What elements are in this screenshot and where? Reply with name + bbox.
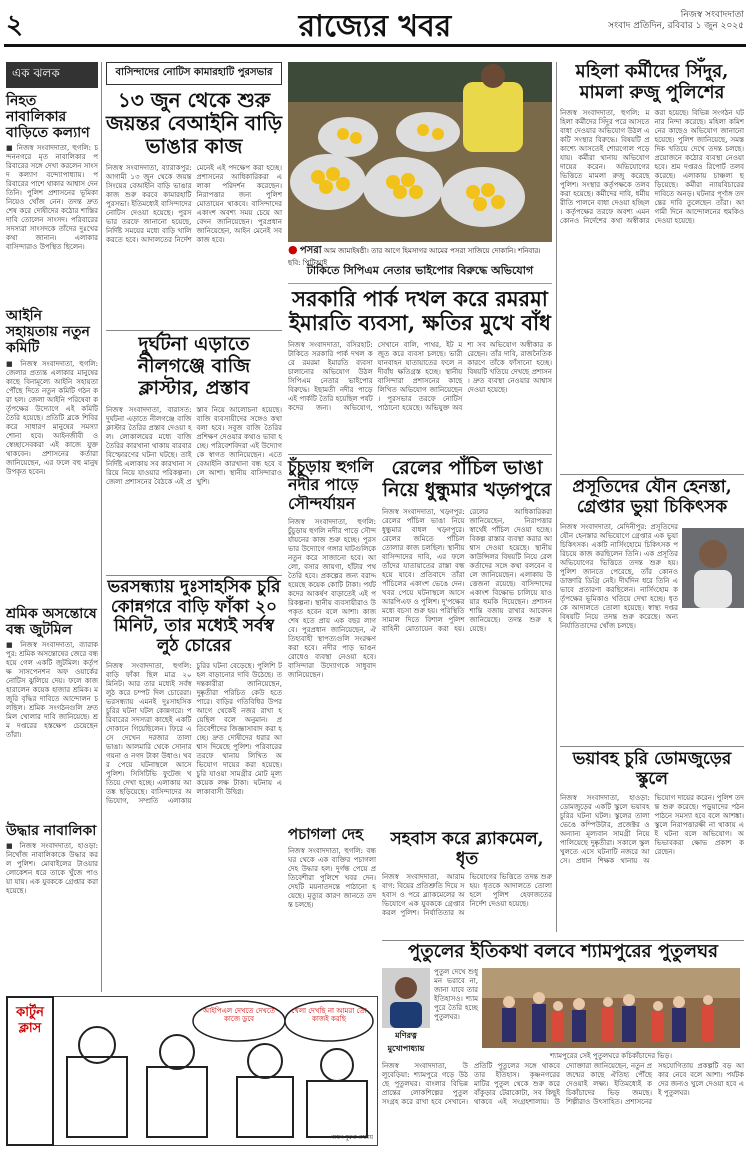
brief-body: ■ নিজস্ব সংবাদদাতা, হাওড়া: নিখোঁজ নাবালিকাকে উদ্ধার করল পুলিশ। মোবাইলের টাওয়ার লোকেশন ধরে তাকে খুঁজে পাওয়া যায়। এক যুবককে গ্রেপ্তার করা হয়েছে। bbox=[6, 841, 98, 895]
story-demolition bbox=[106, 62, 282, 327]
column-tag: এক ঝলক bbox=[6, 62, 98, 88]
story-body: নিজস্ব সংবাদদাতা, হুগলি: বাড়ি ফাঁকা ছিল মাত্র ২০ মিনিট। আর তার মধ্যেই সর্বস্ব লুঠ করে চম্পট দিল চোরেরা। ভরসন্ধ্যায় এমনই দুঃসাহসিক চুরির ঘটনা ঘটল কোন্নগরে। পরিবারের সদস্যরা কাছেই একটি দোকানে গিয়েছিলেন। ফিরে এসে দেখেন দরজার তালা ভাঙা। আলমারি থেকে সোনার গয়না ও নগদ টাকা উধাও। খবর পেয়ে ঘটনাস্থলে আসে পুলিশ। সিসিটিভি ফুটেজ খতিয়ে দেখা হচ্ছে। এলাকায় আতঙ্ক ছড়িয়েছে। বাসিন্দাদের অভিযোগ, সম্প্রতি এলাকায় চুরির ঘটনা বেড়েছে। পুলিশি টহল বাড়ানোর দাবি উঠেছে। তদন্তকারীরা জানিয়েছেন, দুষ্কৃতীরা পরিচিত কেউ হতে পারে। বাড়ির গতিবিধির উপর আগে থেকেই নজর রাখা হয়েছিল বলে অনুমান। প্রতিবেশীদের জিজ্ঞাসাবাদ করা হচ্ছে। দ্রুত দোষীদের ধরার আশ্বাস দিয়েছে পুলিশ। পরিবারের তরফে থানায় লিখিত অভিযোগ দায়ের করা হয়েছে। চুরি যাওয়া সামগ্রীর মোট মূল্য কয়েক লক্ষ টাকা। ঘটনায় এলাকাবাসী উদ্বিগ্ন। bbox=[106, 662, 282, 806]
caption-text: আম জামাইষষ্ঠী। তার আগে হিমসাগর আমের পসরা সাজিয়ে দোকানি। শনিবার। ছবি: পিটিআই bbox=[288, 247, 541, 267]
story-park-encroach bbox=[288, 262, 552, 452]
header-info bbox=[608, 10, 744, 32]
brief-body: ■ নিজস্ব সংবাদদাতা, ব্যারাকপুর: শ্রমিক অসন্তোষের জেরে বন্ধ হয়ে গেল একটি জুটমিল। কর্তৃপক্ষ সাসপেনশন অফ ওয়ার্কের নোটিস ঝুলিয়ে দেয়। ফলে কাজ হারালেন কয়েক হাজার শ্রমিক। মজুরি বৃদ্ধির দাবিতে আন্দোলন চলছিল। শ্রমিক সংগঠনগুলি দ্রুত মিল খোলার দাবি জানিয়েছে। শ্রম দপ্তরের হস্তক্ষেপ চেয়েছেন তাঁরা। bbox=[6, 640, 98, 739]
story-headline: সহবাস করে ব্ল্যাকমেল, ধৃত bbox=[390, 829, 544, 869]
header-info-line: নিজস্ব সংবাদদাতা bbox=[680, 10, 744, 20]
cartoon-strip bbox=[6, 996, 378, 1146]
story-headline: রেলের পাঁচিল ভাঙা নিয়ে ধুন্ধুমার খড়্গপুরে bbox=[382, 457, 552, 501]
story-divider bbox=[106, 575, 282, 576]
suspect-photo bbox=[682, 528, 744, 608]
story-doll-house bbox=[382, 942, 744, 1142]
brief-headline: উদ্ধার নাবালিকা bbox=[6, 822, 97, 839]
brief-headline: আইনি সহায়তায় নতুন কমিটি bbox=[6, 308, 90, 357]
header-info-line: সংবাদ প্রতিদিন, রবিবার ১ জুন ২০২৫ bbox=[608, 21, 744, 31]
story-divider bbox=[560, 474, 744, 475]
reporter-photo bbox=[382, 968, 430, 1028]
story-headline: সরকারি পার্ক দখল করে রমরমা ইমারতি ব্যবসা, ক্ষতির মুখে বাঁধ bbox=[289, 286, 551, 336]
story-headline: প্রসূতিদের যৌন হেনস্তা, গ্রেপ্তার ভুয়া চিকিৎসক bbox=[572, 477, 732, 517]
story-headline: চুঁচুড়ায় হুগলি নদীর পাড়ে সৌন্দর্যায়ন bbox=[288, 457, 374, 513]
story-headline: ভরসন্ধ্যায় দুঃসাহসিক চুরি কোন্নগরে বাড়ি ফাঁকা ২০ মিনিট, তার মধ্যেই সর্বস্ব লুঠ চোরের bbox=[107, 577, 281, 656]
section-title: রাজ্যের খবর bbox=[298, 9, 452, 44]
story-burglary bbox=[106, 578, 282, 988]
story-divider bbox=[560, 746, 744, 747]
story-body: নিজস্ব সংবাদদাতা, মেদিনীপুর: প্রসূতিদের যৌন হেনস্তার অভিযোগে গ্রেপ্তার এক ভুয়া চিকিৎসক। একটি নার্সিংহোমে চিকিৎসক পরিচয়ে কাজ করছিলেন তিনি। এক প্রসূতির অভিযোগের ভিত্তিতে তদন্ত শুরু হয়। পুলিশ জানতে পেরেছে, তাঁর কোনও ডাক্তারি ডিগ্রি নেই। দীর্ঘদিন ধরে তিনি এভাবে প্রতারণা করছিলেন। নার্সিংহোম কর্তৃপক্ষের ভূমিকাও খতিয়ে দেখা হচ্ছে। ধৃতকে আদালতে তোলা হয়েছে। স্বাস্থ্য দপ্তর বিষয়টি নিয়ে তদন্ত শুরু করেছে। অন্য নির্যাতিতাদের খোঁজ চলছে। bbox=[560, 523, 678, 631]
story-sindoor bbox=[560, 62, 744, 472]
story-headline: পচাগলা দেহ bbox=[288, 825, 364, 843]
cartoon-bubble-right: খেলা দেখছি না আমরা তো কাজই করছি bbox=[291, 1007, 367, 1023]
story-intro: পুতুল দেখে শুধু মন ভরাবে না, জানা যাবে তার ইতিহাসও। শ্যামপুরে তৈরি হচ্ছে পুতুলঘর। bbox=[434, 968, 478, 1021]
brief-body: ■ নিজস্ব সংবাদদাতা, হুগলি: জেলার প্রত্যন্ত এলাকার মানুষের কাছে বিনামূল্যে আইনি সহায়তা পৌঁছে দিতে নতুন কমিটি গঠন করা হল। জেলা আইনি পরিষেবা কর্তৃপক্ষের উদ্যোগে এই কমিটি তৈরি হয়েছে। প্রতিটি ব্লকে শিবির করে সাধারণ মানুষের সমস্যা শোনা হবে। আইনজীবী ও স্বেচ্ছাসেবকরা এই কাজে যুক্ত থাকবেন। প্রশাসনের কর্তারা জানিয়েছেন, এর ফলে বহু মানুষ উপকৃত হবেন। bbox=[6, 359, 98, 476]
story-headline: ভয়াবহ চুরি ডোমজুড়ের স্কুলে bbox=[572, 749, 732, 789]
cartoon-label: কার্টুন ক্লাস bbox=[16, 1005, 44, 1036]
story-body: নিজস্ব সংবাদদাতা, বারাসত: দুর্ঘটনা এড়াতে নীলগঞ্জে বাজি ক্লাস্টার তৈরির প্রস্তাব দেওয়া হল। লোকালয়ের মধ্যে বাজি তৈরির কারখানা থাকায় বারবার বিস্ফোরণের ঘটনা ঘটছে। তাই নির্দিষ্ট এলাকায় সব কারখানা সরিয়ে নিয়ে যাওয়ার পরিকল্পনা। জেলা প্রশাসনের বৈঠকে এই প্রস্তাব নিয়ে আলোচনা হয়েছে। বাজি ব্যবসায়ীদের সঙ্গেও কথা বলা হবে। সবুজ বাজি তৈরির প্রশিক্ষণ দেওয়ার কথাও ভাবা হচ্ছে। পরিবেশবিদরা এই উদ্যোগকে স্বাগত জানিয়েছেন। এতে বেআইনি কারখানা বন্ধ হবে বলে আশা। স্থানীয় বাসিন্দারাও খুশি। bbox=[106, 405, 282, 486]
mango-photo bbox=[288, 62, 552, 242]
caption-tag: পসরা bbox=[299, 245, 322, 256]
story-body: নিজস্ব সংবাদদাতা, হুগলি: বন্ধ ঘর থেকে এক ব্যক্তির পচাগলা দেহ উদ্ধার হল। দুর্গন্ধ পেয়ে প্রতিবেশীরা পুলিশে খবর দেন। দেহটি ময়নাতদন্তে পাঠানো হয়েছে। মৃত্যুর কারণ জানতে তদন্ত চলছে। bbox=[288, 847, 376, 910]
column-divider bbox=[101, 62, 102, 992]
cartoon-bubble-left: আইপিএল দেখতে দেখতে কাজে ডুবে bbox=[203, 1007, 275, 1023]
doll-house-photo bbox=[482, 968, 740, 1048]
brief-headline: শ্রমিক অসন্তোষে বন্ধ জুটমিল bbox=[6, 605, 97, 638]
story-body: নিজস্ব সংবাদদাতা, খড়্গপুর: রেলের পাঁচিল ভাঙা নিয়ে ধুন্ধুমার বাধল খড়্গপুরে। রেলের জমিতে পাঁচিল তোলার কাজ চলছিল। স্থানীয় বাসিন্দাদের দাবি, এর ফলে তাঁদের যাতায়াতের রাস্তা বন্ধ হয়ে যাবে। প্রতিবাদে তাঁরা পাঁচিলের একাংশ ভেঙে দেন। খবর পেয়ে ঘটনাস্থলে আসে আরপিএফ ও পুলিশ। দু'পক্ষের মধ্যে বচসা শুরু হয়। পরিস্থিতি সামাল দিতে বিশাল পুলিশবাহিনী মোতায়েন করা হয়। রেলের আধিকারিকরা জানিয়েছেন, নিরাপত্তার স্বার্থেই পাঁচিল দেওয়া হচ্ছে। বিকল্প রাস্তার ব্যবস্থা করার আশ্বাস দেওয়া হয়েছে। স্থানীয় কাউন্সিলর বিষয়টি নিয়ে রেলকর্তাদের সঙ্গে কথা বলবেন বলে জানিয়েছেন। এলাকায় উত্তেজনা রয়েছে। বাসিন্দাদের একাংশ বিক্ষোভ চালিয়ে যাওয়ার হুমকি দিয়েছেন। প্রশাসন শান্তি বজায় রাখার আবেদন জানিয়েছে। তদন্ত শুরু হয়েছে। bbox=[382, 507, 552, 633]
story-fake-doctor bbox=[560, 478, 744, 744]
page-number: ২ bbox=[6, 10, 23, 40]
column-divider bbox=[556, 62, 557, 932]
brief-headline: নিহত নাবালিকার বাড়িতে কল্যাণ bbox=[6, 93, 90, 142]
brief-body: ■ নিজস্ব সংবাদদাতা, হুগলি: চন্দননগরে মৃত নাবালিকার পরিবারের সঙ্গে দেখা করলেন সাংসদ কল্যাণ বন্দ্যোপাধ্যায়। পরিবারের পাশে থাকার আশ্বাস দেন তিনি। পুলিশ প্রশাসনের ভূমিকা নিয়েও খোঁজ নেন। তদন্ত দ্রুত শেষ করে দোষীদের কঠোর শাস্তির দাবি তোলেন সাংসদ। পরিবারের সদস্যরা সাংসদকে তাঁদের দুঃখের কথা জানান। এলাকার বাসিন্দারাও উপস্থিত ছিলেন। bbox=[6, 144, 98, 252]
story-rail-wall bbox=[382, 458, 552, 828]
story-school-theft bbox=[560, 750, 744, 936]
story-body: নিজস্ব সংবাদদাতা, হুগলি: মহিলা কর্মীদের সিঁদুর পরে আসতে বাধা দেওয়ার অভিযোগ উঠল একটি সংস্থার বিরুদ্ধে। বিষয়টি প্রকাশ্যে আসতেই শোরগোল পড়ে যায়। কর্মীরা থানায় অভিযোগ দায়ের করেন। অভিযোগের ভিত্তিতে মামলা রুজু করেছে পুলিশ। সংস্থার কর্তৃপক্ষকে তলব করা হয়েছে। কর্মীদের দাবি, ধর্মীয় রীতি পালনে বাধা দেওয়া হচ্ছিল। কর্তৃপক্ষের তরফে অবশ্য এমন কোনও নির্দেশের কথা অস্বীকার করা হয়েছে। বিভিন্ন সংগঠন ঘটনার নিন্দা করেছে। মহিলা কমিশনের কাছেও অভিযোগ জানানো হয়েছে। পুলিশ জানিয়েছে, সমস্ত দিক খতিয়ে দেখে তদন্ত চলছে। প্রয়োজনে কঠোর ব্যবস্থা নেওয়া হবে। শ্রম দপ্তরও রিপোর্ট তলব করেছে। এলাকায় চাঞ্চল্য ছড়িয়েছে। কর্মীরা ন্যায়বিচারের দাবিতে অনড়। ঘটনার পূর্ণাঙ্গ তদন্তের দাবি তুলেছেন তাঁরা। আগামী দিনে আন্দোলনের হুমকিও দেওয়া হয়েছে। bbox=[560, 109, 744, 226]
story-body: নিজস্ব সংবাদদাতা, আরামবাগ: বিয়ের প্রতিশ্রুতি দিয়ে সহবাস ও পরে ব্ল্যাকমেলের অভিযোগে এক যুবককে গ্রেপ্তার করল পুলিশ। নির্যাতিতার অভিযোগের ভিত্তিতে তদন্ত শুরু হয়। ধৃতকে আদালতে তোলা হলে পুলিশ হেফাজতের নির্দেশ দেওয়া হয়েছে। bbox=[382, 873, 552, 918]
story-blackmail bbox=[382, 830, 552, 940]
story-body-found bbox=[288, 826, 376, 946]
left-column bbox=[6, 62, 98, 992]
header-rule bbox=[4, 44, 746, 47]
story-body: নিজস্ব সংবাদদাতা, বসিরহাট: টাকিতে সরকারি পার্ক দখল করে রমরমা ইমারতি ব্যবসা চালানোর অভিযোগ উঠল সিপিএম নেতার ভাইপোর বিরুদ্ধে। ইছামতী নদীর পাড়ে এই পার্কটি তৈরি হয়েছিল পর্যটকদের জন্য। অভিযোগ, সেখানে বালি, পাথর, ইট মজুত করে ব্যবসা চলছে। ভারী যানবাহন যাতায়াতের ফলে নদীবাঁধ ক্ষতিগ্রস্ত হচ্ছে। স্থানীয় বাসিন্দারা প্রশাসনের কাছে লিখিত অভিযোগ জানিয়েছেন। পুরসভার তরফে নোটিস পাঠানো হয়েছে। অভিযুক্ত অবশ্য সব অভিযোগ অস্বীকার করেছেন। তাঁর দাবি, রাজনৈতিক কারণে তাঁকে ফাঁসানো হচ্ছে। বিষয়টি খতিয়ে দেখছে প্রশাসন। দ্রুত ব্যবস্থা নেওয়ার আশ্বাস দেওয়া হয়েছে। bbox=[288, 341, 552, 413]
reporter-name: মণিরত্ন মুখোপাধ্যায় bbox=[387, 1030, 425, 1053]
story-firecracker bbox=[106, 334, 282, 572]
story-body: নিজস্ব সংবাদদাতা, উলুবেড়িয়া: শ্যামপুরে গড়ে উঠছে পুতুলঘর। বাংলার বিভিন্ন প্রান্তের লোকশিল্পের পুতুল সংগ্রহ করে রাখা হবে সেখানে। প্রতিটি পুতুলের সঙ্গে থাকবে তার ইতিহাস। কৃষ্ণনগরের মাটির পুতুল থেকে শুরু করে বাঁকুড়ার টেরাকোটা, সব কিছুই থাকবে এই সংগ্রহশালায়। উদ্যোক্তারা জানিয়েছেন, নতুন প্রজন্মের কাছে ঐতিহ্য পৌঁছে দেওয়াই লক্ষ্য। ইতিমধ্যেই কচিকাঁচাদের ভিড় জমছে। শিল্পীরাও উৎসাহিত। প্রশাসনের সহযোগিতায় প্রকল্পটি বড় আকার নেবে বলে আশা। পর্যটকদের জন্যও খুলে দেওয়া হবে এই পুতুলঘর। bbox=[382, 1062, 744, 1106]
bullet-icon: ● bbox=[288, 243, 298, 256]
story-headline: দুর্ঘটনা এড়াতে নীলগঞ্জে বাজি ক্লাস্টার, প্রস্তাব bbox=[137, 333, 251, 399]
story-divider bbox=[288, 454, 552, 455]
photo-caption: শ্যামপুরের সেই পুতুলঘরে কচিকাঁচাদের ভিড়। bbox=[549, 1052, 673, 1060]
cartoon-credit: অয়ন মুখোপাধ্যায় bbox=[331, 1134, 373, 1141]
story-body: নিজস্ব সংবাদদাতা, হাওড়া: ডোমজুড়ের একটি স্কুলে ভয়াবহ চুরির ঘটনা ঘটল। স্কুলের তালা ভেঙে কম্পিউটার, প্রজেক্টর ও অন্যান্য মূল্যবান সামগ্রী নিয়ে পালিয়েছে দুষ্কৃতীরা। সকালে স্কুল খুলতে এসে ঘটনাটি নজরে আসে। প্রধান শিক্ষক থানায় অভিযোগ দায়ের করেন। পুলিশ তদন্ত শুরু করেছে। পড়ুয়াদের পঠনপাঠনে সমস্যা হবে বলে আশঙ্কা। স্কুলে নিরাপত্তারক্ষী না থাকায় এই ঘটনা বলে অভিযোগ। অভিভাবকরা ক্ষোভ প্রকাশ করেছেন। bbox=[560, 794, 744, 866]
story-headline: ১৩ জুন থেকে শুরু জয়ন্তর বেআইনি বাড়ি ভাঙার কাজ bbox=[106, 88, 282, 158]
story-body: নিজস্ব সংবাদদাতা, ব্যারাকপুর: আগামী ১৩ জুন থেকে জয়ন্ত সিংয়ের বেআইনি বাড়ি ভাঙার কাজ শুরু করবে কামারহাটি পুরসভা। ইতিমধ্যেই বাসিন্দাদের নোটিস দেওয়া হয়েছে। পুরসভার তরফে জানানো হয়েছে, নির্দিষ্ট সময়ের মধ্যে বাড়ি খালি করতে হবে। আদালতের নির্দেশ মেনেই এই পদক্ষেপ করা হচ্ছে। প্রশাসনের আধিকারিকরা এলাকা পরিদর্শন করেছেন। নিরাপত্তার জন্য পুলিশ মোতায়েন থাকবে। বাসিন্দাদের একাংশ অবশ্য সময় চেয়ে আবেদন জানিয়েছেন। পুরপ্রধান জানিয়েছেন, আইন মেনেই সব কাজ হবে। bbox=[106, 164, 282, 244]
story-kicker: টাকিতে সিপিএম নেতার ভাইপোর বিরুদ্ধে অভিযোগ bbox=[288, 262, 552, 284]
story-body: নিজস্ব সংবাদদাতা, হুগলি: চুঁচুড়ায় হুগলি নদীর পাড়ে সৌন্দর্যায়নের কাজ শুরু হচ্ছে। পুরসভার উদ্যোগে গঙ্গার ঘাটগুলিকে নতুন করে সাজানো হবে। আলো, বসার জায়গা, হাঁটার পথ তৈরি হবে। প্রকল্পের জন্য বরাদ্দ হয়েছে কয়েক কোটি টাকা। পর্যটকদের আকর্ষণ বাড়াতেই এই পরিকল্পনা। স্থানীয় ব্যবসায়ীরাও উপকৃত হবেন বলে আশা। কাজ শেষ হতে প্রায় এক বছর লাগবে। পুরপ্রধান জানিয়েছেন, ঐতিহ্যবাহী স্থাপত্যগুলি সংরক্ষণ করা হবে। নদীর পাড় ভাঙন রোধেও ব্যবস্থা নেওয়া হবে। বাসিন্দারা উদ্যোগকে সাধুবাদ জানিয়েছেন। bbox=[288, 518, 376, 680]
story-divider bbox=[106, 330, 282, 331]
story-riverfront bbox=[288, 458, 376, 822]
story-kicker: বাসিন্দাদের নোটিস কামারহাটি পুরসভার bbox=[106, 62, 282, 85]
story-headline: পুতুলের ইতিকথা বলবে শ্যামপুরের পুতুলঘর bbox=[408, 941, 718, 962]
story-headline: মহিলা কর্মীদের সিঁদুর, মামলা রুজু পুলিশের bbox=[575, 61, 729, 103]
photo-caption bbox=[288, 243, 552, 267]
